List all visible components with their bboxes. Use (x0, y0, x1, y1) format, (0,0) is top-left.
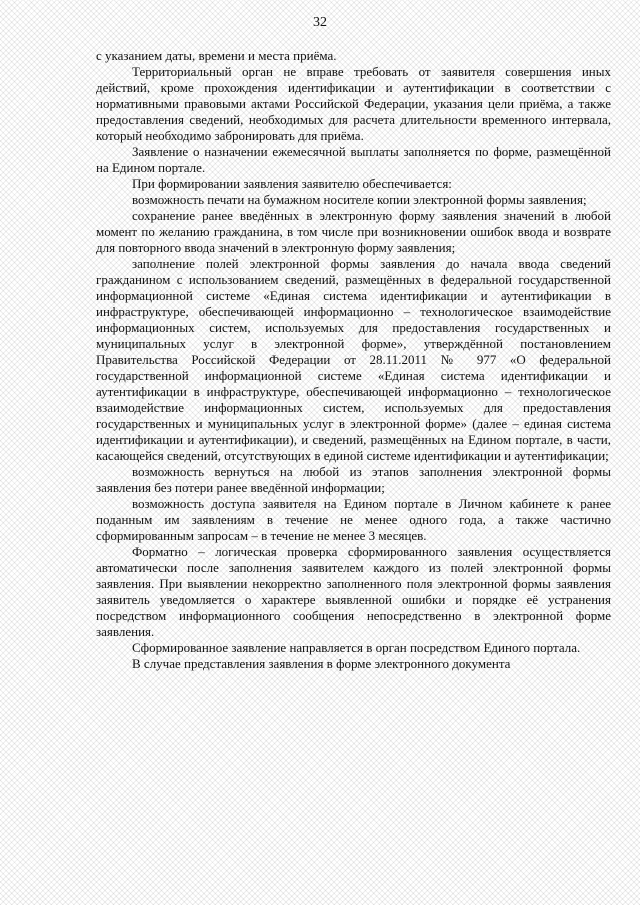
paragraph: Форматно – логическая проверка сформированного заявления осуществляется автоматически после заполнения заявителем каждого из полей электронной формы заявления. При выявлении некорректно заполненного поля электронной формы заявления заявитель уведомляется о характере выявленной ошибки и порядке её устранения посредством информационного сообщения непосредственно в электронной форме заявления. (96, 544, 611, 639)
paragraph: с указанием даты, времени и места приёма. (96, 48, 337, 63)
body-text (96, 48, 611, 672)
paragraph: В случае представления заявления в форме электронного документа (132, 656, 511, 671)
list-item: заполнение полей электронной формы заявления до начала ввода сведений гражданином с использованием сведений, размещённых в федеральной государственной информационной системе «Единая система идентификации и аутентификации в инфраструктуре, обеспечивающей информационно – технологическое взаимодействие информационных систем, используемых для предоставления государственных и муниципальных услуг в электронной форме», утверждённой постановлением Правительства Российской Федерации от 28.11.2011 № 977 «О федеральной государственной информационной системе «Единая система идентификации и аутентификации в инфраструктуре, обеспечивающей информационно – технологическое взаимодействие информационных систем, используемых для предоставления государственных и муниципальных услуг в электронной форме» (далее – единая система идентификации и аутентификации), и сведений, размещённых на Едином портале, в части, касающейся сведений, отсутствующих в единой системе идентификации и аутентификации; (96, 256, 611, 463)
paragraph: Заявление о назначении ежемесячной выплаты заполняется по форме, размещённой на Едином портале. (96, 144, 611, 175)
list-item: сохранение ранее введённых в электронную форму заявления значений в любой момент по желанию гражданина, в том числе при возникновении ошибок ввода и возврате для повторного ввода значений в электронную форму заявления; (96, 208, 611, 255)
list-item: возможность вернуться на любой из этапов заполнения электронной формы заявления без потери ранее введённой информации; (96, 464, 611, 495)
page-number: 32 (313, 15, 327, 30)
paragraph: Территориальный орган не вправе требовать от заявителя совершения иных действий, кроме прохождения идентификации и аутентификации в соответствии с нормативными правовыми актами Российской Федерации, указания цели приёма, а также предоставления сведений, необходимых для расчета длительности временного интервала, который необходимо забронировать для приёма. (96, 64, 611, 143)
list-item: возможность доступа заявителя на Едином портале в Личном кабинете к ранее поданным им заявлениям в течение не менее одного года, а также частично сформированным запросам – в течение не менее 3 месяцев. (96, 496, 611, 543)
paragraph: Сформированное заявление направляется в орган посредством Единого портала. (132, 640, 581, 655)
paragraph: При формировании заявления заявителю обеспечивается: (132, 176, 452, 191)
list-item: возможность печати на бумажном носителе копии электронной формы заявления; (132, 192, 587, 207)
